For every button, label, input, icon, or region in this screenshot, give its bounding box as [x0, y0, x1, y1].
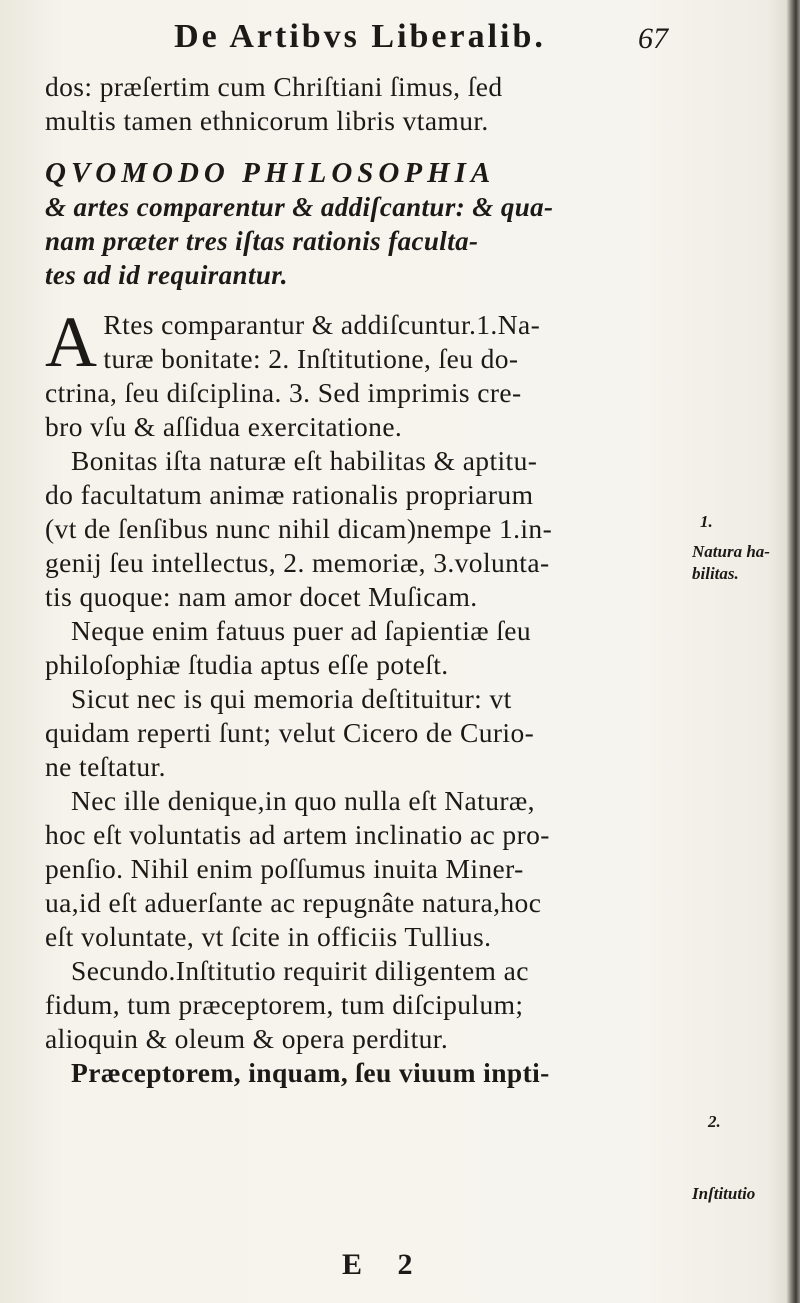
signature-mark: E 2 — [342, 1248, 427, 1281]
text-line: multis tamen ethnicorum libris vtamur. — [45, 105, 489, 136]
heading-line: nam præter tres iſtas rationis faculta- — [45, 226, 479, 256]
text-line: alioquin & oleum & opera perditur. — [45, 1023, 449, 1054]
margin-note: Inſtitutio — [692, 1184, 756, 1203]
page-edge-shadow — [786, 0, 800, 1303]
text-line: Rtes comparantur & addiſcuntur.1.Na- — [103, 309, 541, 340]
text-line: do facultatum animæ rationalis propriarum — [45, 479, 534, 510]
paragraph — [45, 682, 685, 784]
text-line: tis quoque: nam amor docet Muſicam. — [45, 581, 478, 612]
text-line: eſt voluntate, vt ſcite in officiis Tullius. — [45, 921, 492, 952]
text-line: fidum, tum præceptorem, tum diſcipulum; — [45, 989, 524, 1020]
text-line: ne teſtatur. — [45, 751, 166, 782]
text-line: Præceptorem, inquam, ſeu viuum inpti- — [71, 1057, 550, 1088]
main-text — [45, 70, 685, 1090]
text-line: Secundo.Inſtitutio requirit diligentem ac — [71, 955, 529, 986]
paragraph — [45, 444, 685, 614]
text-line: hoc eſt voluntatis ad artem inclinatio ac pro- — [45, 819, 550, 850]
text-line: ua,id eſt aduerſante ac repugnâte natura,hoc — [45, 887, 542, 918]
text-line: (vt de ſenſibus nunc nihil dicam)nempe 1.in- — [45, 513, 553, 544]
paragraph — [45, 1056, 685, 1090]
margin-note: Natura ha- — [692, 542, 770, 561]
margin-note-number: 1. — [700, 512, 713, 531]
text-line: bro vſu & aſſidua exercitatione. — [45, 411, 403, 442]
text-line: turæ bonitate: 2. Inſtitutione, ſeu do- — [103, 343, 519, 374]
paragraph — [45, 954, 685, 1056]
text-line: Sicut nec is qui memoria deſtituitur: vt — [71, 683, 512, 714]
heading-line: tes ad id requirantur. — [45, 260, 288, 290]
heading-line: & artes comparentur & addiſcantur: & qua- — [45, 192, 554, 222]
paragraph — [45, 302, 685, 444]
paragraph — [45, 614, 685, 682]
heading-line: QVOMODO PHILOSOPHIA — [45, 157, 496, 189]
running-head: De Artibvs Liberalib. — [174, 18, 546, 55]
text-line: dos: præſertim cum Chriſtiani ſimus, ſed — [45, 71, 503, 102]
paragraph — [45, 784, 685, 954]
text-line: penſio. Nihil enim poſſumus inuita Miner- — [45, 853, 524, 884]
drop-cap: A — [45, 302, 98, 382]
page-number: 67 — [638, 22, 668, 55]
margin-note-number: 2. — [708, 1112, 721, 1131]
text-line: Neque enim fatuus puer ad ſapientiæ ſeu — [71, 615, 532, 646]
section-heading — [45, 156, 685, 292]
text-line: quidam reperti ſunt; velut Cicero de Curio- — [45, 717, 535, 748]
margin-note: bilitas. — [692, 564, 739, 583]
text-line: genij ſeu intellectus, 2. memoriæ, 3.volunta- — [45, 547, 550, 578]
text-line: Bonitas iſta naturæ eſt habilitas & aptitu- — [71, 445, 538, 476]
text-line: ctrina, ſeu diſciplina. 3. Sed imprimis cre- — [45, 377, 522, 408]
text-line: Nec ille denique,in quo nulla eſt Naturæ, — [71, 785, 535, 816]
text-line: philoſophiæ ſtudia aptus eſſe poteſt. — [45, 649, 449, 680]
